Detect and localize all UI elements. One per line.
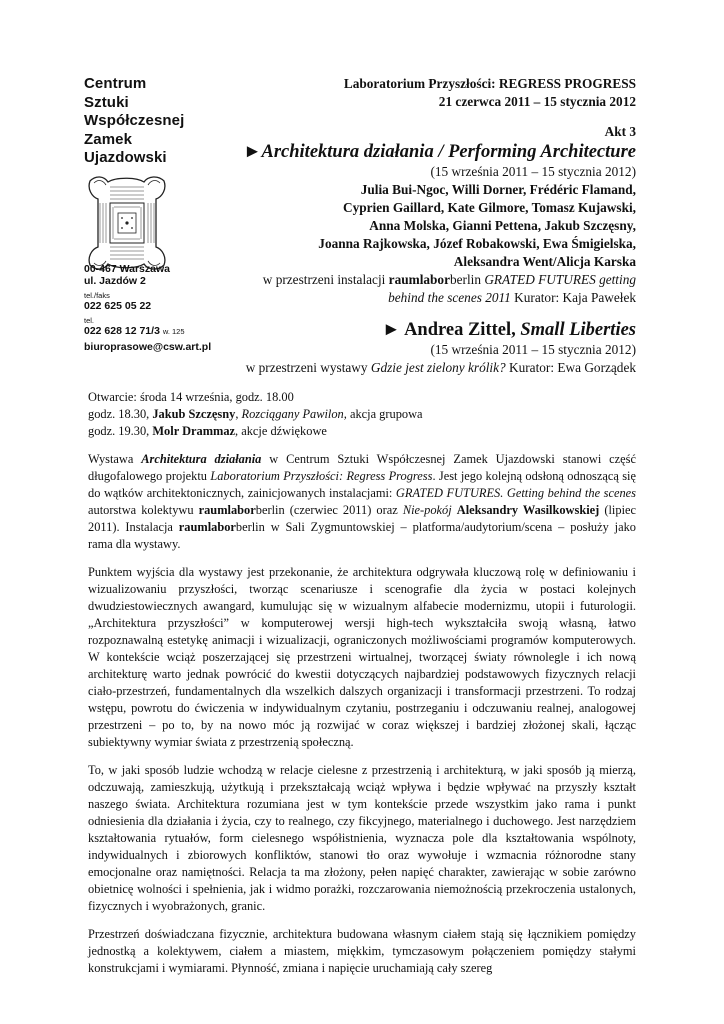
press-body [88,389,636,988]
opening-line: Otwarcie: środa 14 września, godz. 18.00 [88,390,294,404]
text-run: berlin w Sali Zygmuntowskiej – platforma/audytorium/scena – posłuży jako rama dla wystawy. [88,520,637,551]
text-run: Wystawa [88,452,142,466]
installation-prefix: w przestrzeni instalacji [262,272,389,287]
text-run: . Jest jego kolejną odsłoną odnoszącą się do wątków architektonicznych, zainicjowanych instalacjami: [88,469,637,500]
artist-list [196,181,636,271]
exhibition-dates: (15 września 2011 – 15 stycznia 2012) [430,164,636,179]
castle-plan-icon [86,173,168,273]
paragraph-1 [88,451,636,553]
exhibit-prefix: w przestrzeni wystawy [245,360,371,375]
installation-title: GRATED FUTURES getting [484,272,636,287]
text-run: raumlabor [178,520,236,534]
exhibit-line [196,359,636,377]
email-link[interactable]: biuroprasowe@csw.art.pl [84,341,212,353]
event-time: godz. 18.30, [88,407,153,421]
text-run: (lipiec 2011). Instalacja [88,503,637,534]
event-desc: akcja grupowa [346,407,423,421]
text-run: w Centrum Sztuki Współczesnej Zamek Ujazdowski stanowi część długofalowego projektu [88,452,636,483]
separator: , [235,407,242,421]
logo-line: Ujazdowski [84,149,167,166]
event-artist: Molr Drammaz [152,424,236,438]
program-title: Laboratorium Przyszłości: REGRESS PROGRESS [343,76,636,91]
artist-line: Cyprien Gaillard, Kate Gilmore, Tomasz Kujawski, [342,200,636,215]
logo-line: Centrum [84,75,147,92]
logo-line: Sztuki [84,93,129,111]
address-line: ul. Jazdów 2 [84,275,146,287]
artist-zittel: ► Andrea Zittel, [382,320,521,340]
text-run: Laboratorium Przyszłości: Regress Progress [210,469,433,483]
text-run: Aleksandry Wasilkowskiej [456,503,600,517]
installation-line [196,271,636,289]
exhibit-title: Gdzie jest zielony królik? [370,360,506,375]
event-work: Rozciągany Pawilon, [241,407,347,421]
text-run: berlin (czerwiec 2011) oraz [255,503,403,517]
event-line [88,423,636,440]
text-run: GRATED FUTURES. Getting behind the scenes [395,486,636,500]
installation-line-2 [196,289,636,307]
press-header [196,75,636,377]
artist-line: Julia Bui-Ngoc, Willi Dorner, Frédéric Flamand, [360,182,636,197]
address-line: 00-467 Warszawa [84,263,170,275]
event-desc: , akcje dźwiękowe [235,424,327,438]
text-run: Nie-pokój [402,503,452,517]
exhibition-dates-2: (15 września 2011 – 15 stycznia 2012) [430,342,636,357]
act-label: Akt 3 [604,124,636,139]
logo-line: Zamek [84,130,133,148]
tel-extension: w. 125 [162,327,185,336]
paragraph-3: To, w jaki sposób ludzie wchodzą w relacje cielesne z przestrzenią i architekturą, w jaki sposób ją mierzą, odczuwają, zamieszkują, użytkują i przekształcają wciąż wpływa i będzie wpływać na przyszły kształt naszego świata. Architektura rozumiana jest w tym kontekście przede wszystkim jako rama i punkt odniesienia dla działania i życia, czy to realnego, czy fikcyjnego, materialnego i duchowego. Jest narzędziem kształtowania rytuałów, form cielesnego współistnienia, wyznacza pole dla kształtowania wspólnoty, indywidualnych i zbiorowych konfliktów, stanowi tło oraz wywołuje i wzmacnia różnorodne stany emocjonalne oraz namiętności. Relacja ta ma złożony, pełen napięć charakter, zawierając w sobie zarówno obietnicę wolności i spełnienia, jak i widmo porażki, rozczarowania niemożnością przekroczenia ustalonych, fizycznych i wyobrażonych, granic. [88,763,636,913]
exhibition-title: ►Architektura działania / Performing Architecture [243,142,636,162]
artist-line: Joanna Rajkowska, Józef Robakowski, Ewa Śmigielska, [318,236,636,251]
artist-line: Anna Molska, Gianni Pettena, Jakub Szczęsny, [369,218,636,233]
event-time: godz. 19.30, [88,424,153,438]
work-small-liberties: Small Liberties [520,320,636,340]
logo-line: Współczesnej [84,112,185,129]
curator-1: Kurator: Kaja Pawełek [510,290,636,305]
event-line [88,406,636,423]
tel-label: tel. [84,316,95,325]
raumlabor-name: raumlabor [388,272,450,287]
telfaks-number: 022 625 05 22 [84,300,152,312]
text-run: Architektura działania [141,452,262,466]
paragraph-2: Punktem wyjścia dla wystawy jest przekonanie, że architektura odgrywała kluczową rolę w definiowaniu i wizualizowaniu przyszłości, tworząc scenariusze i scenografie dla życia w postaci kolejnych dwudziestowiecznych awangard, kumulując się w wizualnym alfabecie modernizmu, utopii i futurologii. „Architektura przyszłości” w komputerowej wersji high-tech wykształciła swoją własną, łatwo rozpoznawalną estetykę animacji i wizualizacji, ograniczonych możliwościami programów komputerowych. W kontekście wciąż poszerzającej się przestrzeni wirtualnej, tworzącej światy równolegle i ich nową architekturę warto jednak powrócić do kwestii dotyczących najbardziej podstawowych fizycznych relacji ciało-przestrzeń, fundamentalnych dla wszelkich dalszych organizacji i transformacji przestrzeni. To rodzaj wstępu, powrotu do ćwiczenia w indywidualnym czytaniu, postrzeganiu i odczuwaniu realnej, analogowej przestrzeni – po to, by na nowo móc ją rozwijać w coraz większej i bardziej złożonej skali, łącząc subiektywny wymiar świata z przestrzenią społeczną. [88,565,636,749]
program-dates: 21 czerwca 2011 – 15 stycznia 2012 [438,94,636,109]
artist-line: Aleksandra Went/Alicja Karska [453,254,636,269]
opening-info [88,389,636,440]
curator-2: Kurator: Ewa Gorządek [505,360,636,375]
telfaks-label: tel./faks [84,291,110,300]
berlin-name: berlin [449,272,485,287]
text-run: autorstwa kolektywu [88,503,199,517]
installation-title-cont: behind the scenes 2011 [388,290,511,305]
paragraph-4: Przestrzeń doświadczana fizycznie, architektura budowana własnym ciałem stają się łącznikiem pomiędzy jednostką a kolektywem, ciałem a miastem, miękkim, tymczasowym połączeniem pomiędzy stałymi konstrukcjami i wymiarami. Płynność, zmiana i napięcie uruchamiają cały szereg [88,927,636,975]
exhibition-title-2 [196,319,636,341]
event-artist: Jakub Szczęsny [152,407,236,421]
text-run: raumlabor [198,503,256,517]
tel-number: 022 628 12 71/3 [84,325,160,337]
